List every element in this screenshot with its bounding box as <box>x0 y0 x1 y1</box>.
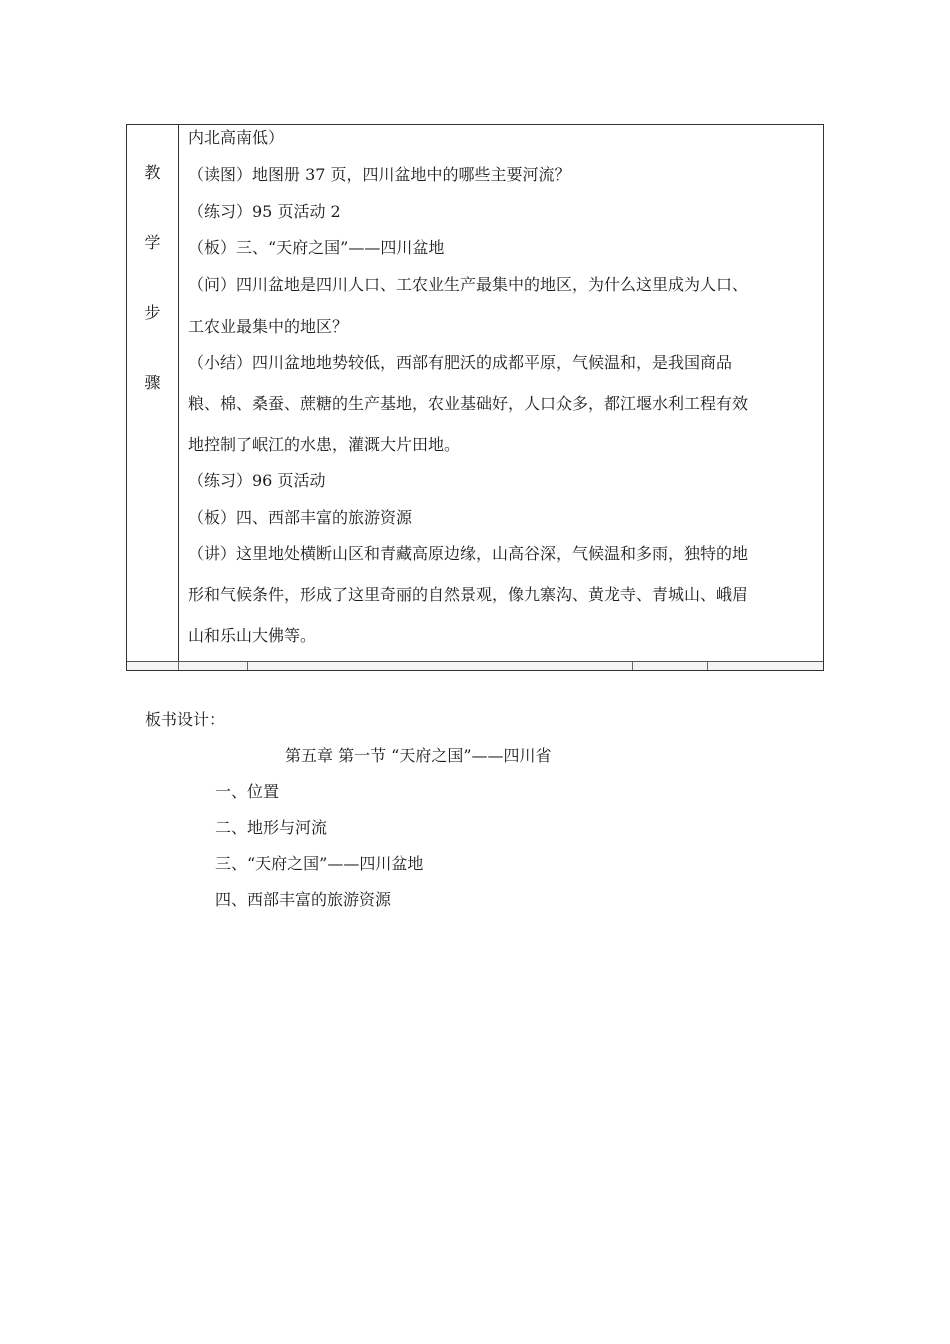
board-design-item: 四、西部丰富的旅游资源 <box>215 890 392 909</box>
side-label-char: 教 <box>144 163 161 182</box>
side-label-char: 步 <box>144 303 161 322</box>
content-line: （板）三、“天府之国”——四川盆地 <box>188 238 445 257</box>
strip-divider <box>178 662 179 670</box>
strip-divider <box>632 662 633 670</box>
board-design-item: 三、“天府之国”——四川盆地 <box>215 854 424 873</box>
board-design-item: 一、位置 <box>215 782 280 801</box>
board-design-title: 第五章 第一节 “天府之国”——四川省 <box>285 746 552 765</box>
content-line: （板）四、西部丰富的旅游资源 <box>188 508 413 527</box>
lesson-steps-table <box>126 124 824 671</box>
content-line: （练习）96 页活动 <box>188 471 326 490</box>
content-line: （小结）四川盆地地势较低，西部有肥沃的成都平原，气候温和，是我国商品 <box>188 353 733 372</box>
content-line: 形和气候条件，形成了这里奇丽的自然景观，像九寨沟、黄龙寺、青城山、峨眉 <box>188 585 749 604</box>
content-line: （问）四川盆地是四川人口、工农业生产最集中的地区，为什么这里成为人口、 <box>188 275 749 294</box>
side-label-char: 学 <box>144 233 161 252</box>
content-line: （练习）95 页活动 2 <box>188 202 341 221</box>
content-line: （读图）地图册 37 页，四川盆地中的哪些主要河流？ <box>188 165 571 184</box>
content-line: 工农业最集中的地区？ <box>188 317 349 336</box>
strip-divider <box>247 662 248 670</box>
table-bottom-border <box>127 661 823 670</box>
content-line: （讲）这里地处横断山区和青藏高原边缘，山高谷深，气候温和多雨，独特的地 <box>188 544 749 563</box>
content-line: 地控制了岷江的水患，灌溉大片田地。 <box>188 435 461 454</box>
side-label-column <box>127 125 179 664</box>
board-design-item: 二、地形与河流 <box>215 818 328 837</box>
content-line: 内北高南低） <box>188 128 285 147</box>
content-line: 山和乐山大佛等。 <box>188 626 317 645</box>
content-line: 粮、棉、桑蚕、蔗糖的生产基地，农业基础好，人口众多，都江堰水利工程有效 <box>188 394 749 413</box>
strip-divider <box>707 662 708 670</box>
side-label-char: 骤 <box>144 373 161 392</box>
board-design-heading: 板书设计： <box>145 710 226 729</box>
